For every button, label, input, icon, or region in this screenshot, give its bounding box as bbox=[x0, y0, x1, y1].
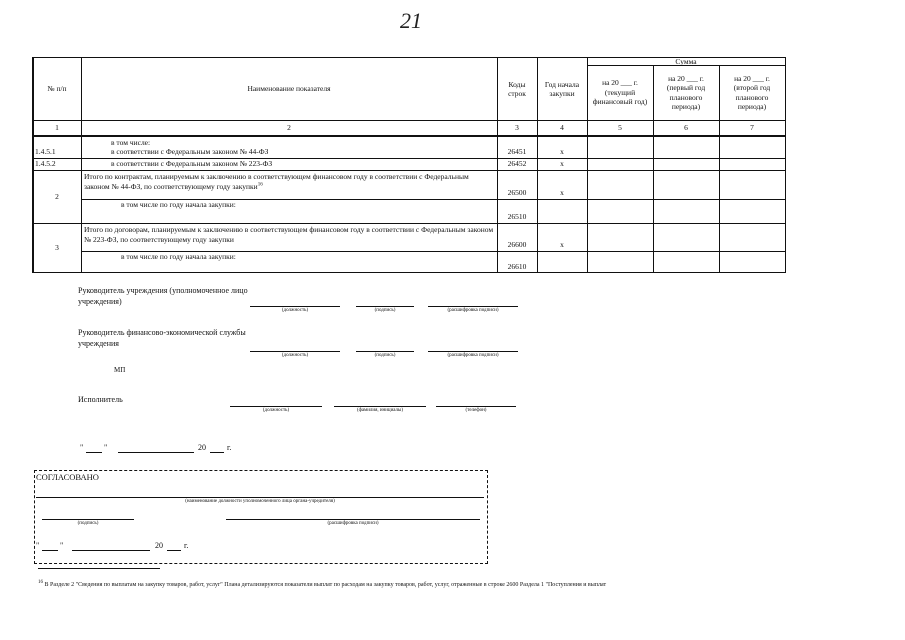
header-col5: на 20 ___ г. (текущий финансовый год) bbox=[592, 78, 648, 107]
plan-table bbox=[32, 57, 786, 273]
colnum-2: 2 bbox=[287, 122, 291, 132]
caption-position: (должность) bbox=[281, 308, 309, 313]
footnote-number: 16 bbox=[38, 580, 43, 585]
agreed-title: СОГЛАСОВАНО bbox=[36, 472, 99, 482]
header-name: Наименование показателя bbox=[247, 84, 331, 94]
row-code: 26610 bbox=[507, 261, 527, 271]
header-col7: на 20 ___ г. (второй год планового периода) bbox=[733, 73, 771, 111]
date-quote-close: " bbox=[104, 443, 108, 452]
footnote-text: В Разделе 2 "Сведения по выплатам на закупку товаров, работ, услуг" Плана детализируются показатели выплат по расходам на закупку товаров, работ, услуг, отраженные в строке 2600 Раздела 1 "Поступления и выплат bbox=[44, 582, 607, 588]
row-name: Итого по договорам, планируемым к заключению в соответствующем финансовом году в соответствии с Федеральным законом № 223-ФЗ, по соответствующему году закупки bbox=[84, 225, 494, 244]
caption-decoding: (расшифровка подписи) bbox=[327, 521, 379, 526]
executor-label: Исполнитель bbox=[78, 395, 123, 404]
row-num: 1.4.5.1 bbox=[35, 147, 56, 156]
header-sum: Сумма bbox=[675, 56, 697, 66]
row-year: х bbox=[560, 187, 564, 197]
row-code: 26600 bbox=[507, 239, 527, 249]
agreed-date-quote-close: " bbox=[60, 541, 64, 550]
incl-label: в том числе: bbox=[111, 138, 151, 147]
row-name: в соответствии с Федеральным законом № 44-ФЗ bbox=[111, 147, 269, 156]
colnum-5: 5 bbox=[618, 122, 622, 132]
caption-position: (должность) bbox=[281, 353, 309, 358]
caption-signature: (подпись) bbox=[77, 521, 99, 526]
row-num: 1.4.5.2 bbox=[35, 159, 56, 168]
row-num: 3 bbox=[55, 242, 59, 252]
agreed-date-g: г. bbox=[184, 541, 189, 550]
agreed-date-year: 20 bbox=[155, 541, 163, 550]
caption-signature: (подпись) bbox=[374, 353, 396, 358]
caption-decoding: (расшифровка подписи) bbox=[447, 308, 499, 313]
date-g: г. bbox=[227, 443, 232, 452]
row-name: в том числе по году начала закупки: bbox=[121, 252, 236, 261]
caption-signature: (подпись) bbox=[374, 308, 396, 313]
caption-position: (должность) bbox=[262, 408, 290, 413]
stamp-label: МП bbox=[114, 366, 126, 374]
colnum-6: 6 bbox=[684, 122, 688, 132]
fin-label: Руководитель финансово-экономической службы учреждения bbox=[78, 328, 246, 348]
footnote bbox=[38, 580, 798, 588]
header-codes: Коды строк bbox=[508, 79, 526, 98]
row-year: х bbox=[560, 239, 564, 249]
head-label: Руководитель учреждения (уполномоченное лицо учреждения) bbox=[78, 286, 248, 306]
row-code: 26510 bbox=[507, 212, 527, 222]
header-col6: на 20 ___ г. (первый год планового периода) bbox=[666, 73, 706, 111]
colnum-4: 4 bbox=[560, 122, 564, 132]
row-code: 26451 bbox=[507, 147, 527, 157]
footnote-ref: 16 bbox=[257, 182, 263, 188]
header-num: № п/п bbox=[47, 84, 67, 94]
agreed-date-quote-open: " bbox=[36, 541, 40, 550]
caption-fio: (фамилия, инициалы) bbox=[356, 408, 404, 413]
row-year: х bbox=[560, 159, 564, 169]
colnum-3: 3 bbox=[515, 122, 519, 132]
colnum-1: 1 bbox=[55, 122, 59, 132]
footnote-divider bbox=[38, 568, 160, 569]
header-year: Год начала закупки bbox=[544, 79, 580, 98]
caption-phone: (телефон) bbox=[465, 408, 487, 413]
page-number: 21 bbox=[400, 8, 422, 33]
caption-official: (наименование должности уполномоченного лица органа-учредителя) bbox=[185, 499, 335, 504]
row-num: 2 bbox=[55, 191, 59, 201]
row-name: в соответствии с Федеральным законом № 223-ФЗ bbox=[111, 159, 273, 168]
row-year: х bbox=[560, 147, 564, 157]
row-name: в том числе по году начала закупки: bbox=[121, 200, 236, 209]
row-code: 26500 bbox=[507, 187, 527, 197]
row-name: Итого по контрактам, планируемым к заключению в соответствующем финансовом году в соответствии с Федеральным законом № 44-ФЗ, по соответствующему году закупки$^{16}$ bbox=[84, 172, 469, 191]
date-year: 20 bbox=[198, 443, 206, 452]
caption-decoding: (расшифровка подписи) bbox=[447, 353, 499, 358]
colnum-7: 7 bbox=[750, 122, 754, 132]
row-code: 26452 bbox=[507, 159, 527, 169]
date-quote-open: " bbox=[80, 443, 84, 452]
